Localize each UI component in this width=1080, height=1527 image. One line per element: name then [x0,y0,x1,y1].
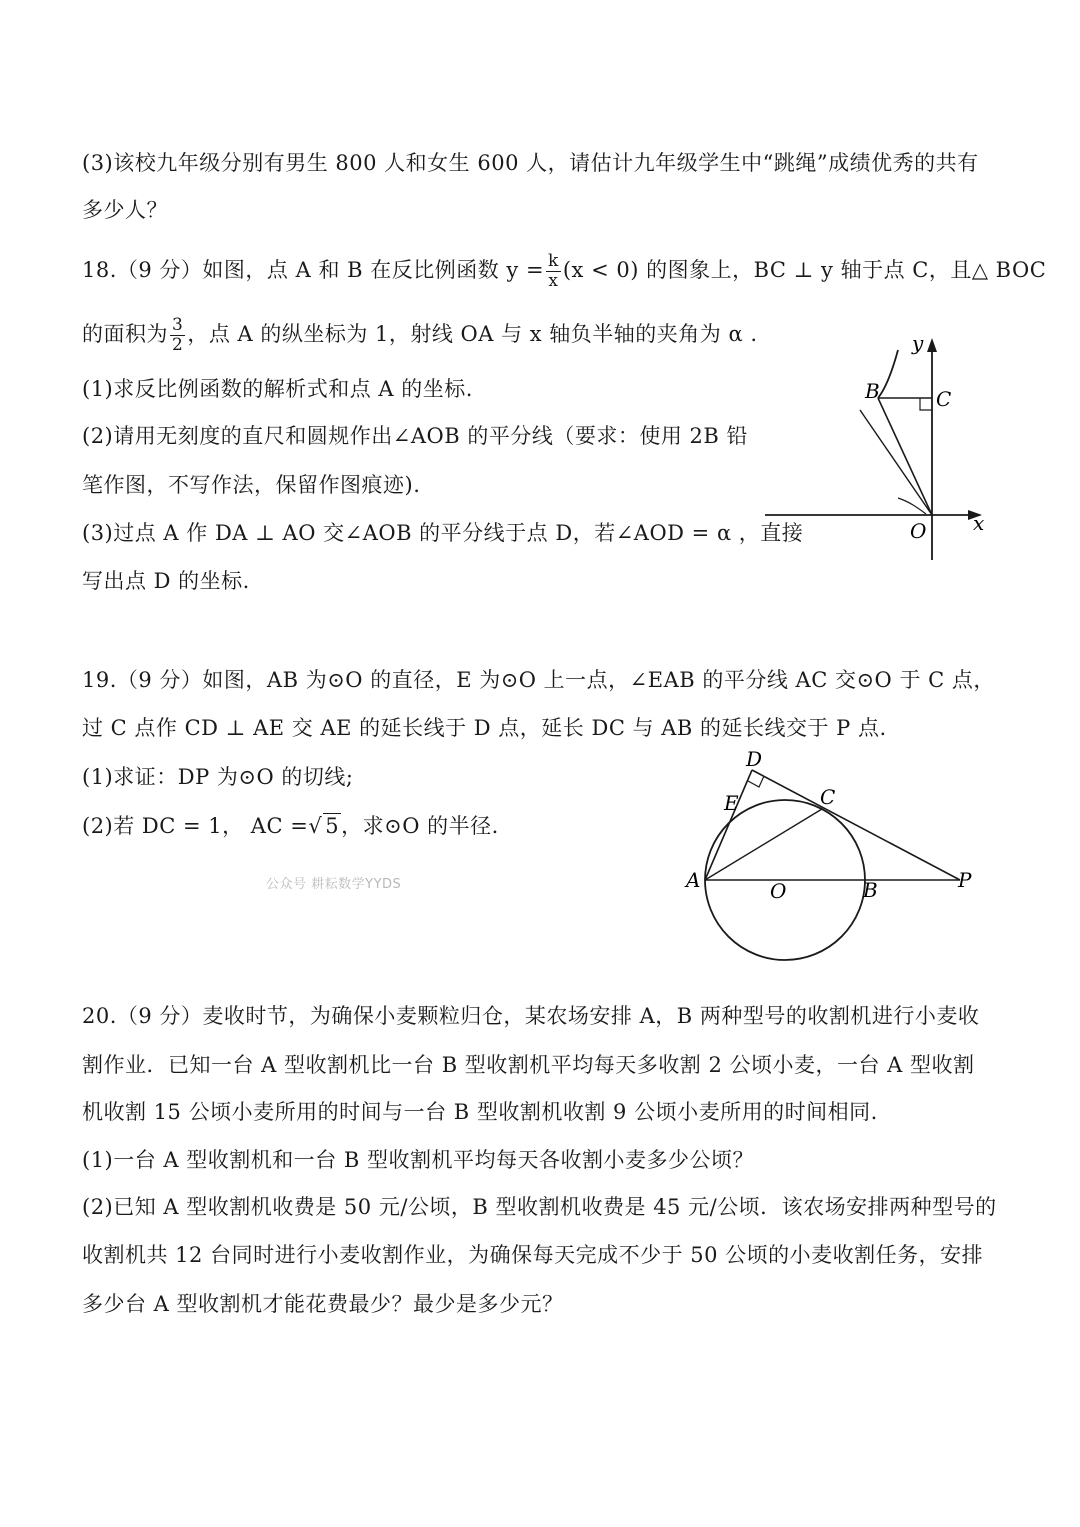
hyperbola-curve [878,350,898,398]
segment-ac [705,809,822,880]
segment-ob [878,398,932,515]
q19-stem-line1: 19.（9 分）如图，AB 为⊙O 的直径，E 为⊙O 上一点，∠EAB 的平分线 AC 交⊙O 于 C 点， [82,668,995,692]
label-e: E [724,791,739,815]
q20-stem-line2: 割作业．已知一台 A 型收割机比一台 B 型收割机平均每天多收割 2 公顷小麦，一台 A 型收割 [82,1053,975,1077]
label-y: y [912,331,924,355]
q18-part3-line1: (3)过点 A 作 DA ⊥ AO 交∠AOB 的平分线于点 D，若∠AOD = α ，直接 [82,521,804,545]
label-a: A [686,868,701,892]
label-b: B [865,379,880,403]
right-angle-mark [920,398,932,410]
label-o: O [910,519,927,543]
segment-ad [705,770,752,880]
q18-stem-line2 [82,316,758,355]
q18-part2-line2: 笔作图，不写作法，保留作图痕迹). [82,473,421,497]
segment-oa [860,410,932,515]
q17-part3-line1: (3)该校九年级分别有男生 800 人和女生 600 人，请估计九年级学生中“跳绳”成绩优秀的共有 [82,151,979,175]
q18-stem-line1 [82,252,1046,291]
q18-stem-text-d: ，点 A 的纵坐标为 1，射线 OA 与 x 轴负半轴的夹角为 α . [187,322,758,346]
q18-part1: (1)求反比例函数的解析式和点 A 的坐标. [82,377,473,401]
label-x: x [973,511,985,535]
q18-stem-text-b: (x < 0) 的图象上，BC ⊥ y 轴于点 C，且△ BOC [562,258,1047,282]
q18-stem-text-a: 18.（9 分）如图，点 A 和 B 在反比例函数 y = [82,258,545,282]
q19-part2-text-b: ，求⊙O 的半径. [341,814,499,838]
sqrt-symbol: √ [308,814,323,838]
q18-fraction-area [170,316,185,355]
watermark: 公众号 耕耘数学YYDS [266,877,402,892]
q20-part2-line1: (2)已知 A 型收割机收费是 50 元/公顷，B 型收割机收费是 45 元/公顷．该农场安排两种型号的 [82,1195,997,1219]
q19-part2-text-a: (2)若 DC = 1， AC = [82,814,309,838]
q20-part1: (1)一台 A 型收割机和一台 B 型收割机平均每天各收割小麦多少公顷？ [82,1148,755,1172]
label-b: B [863,878,878,902]
q18-stem-text-c: 的面积为 [82,322,168,346]
label-o: O [770,879,787,903]
label-c: C [936,387,952,411]
y-axis-arrow-icon [927,338,937,352]
q19-part2 [82,811,499,841]
fraction-numerator: k [548,251,559,271]
q19-part1: (1)求证：DP 为⊙O 的切线; [82,765,354,789]
q20-stem-line1: 20.（9 分）麦收时节，为确保小麦颗粒归仓，某农场安排 A，B 两种型号的收割机进行小麦收 [82,1004,980,1028]
fraction-numerator: 3 [172,315,184,335]
q18-figure-coordinate-plane [760,330,1000,565]
q18-fraction-k-over-x [546,252,561,291]
q20-part2-line3: 多少台 A 型收割机才能花费最少？最少是多少元？ [82,1292,564,1316]
q20-part2-line2: 收割机共 12 台同时进行小麦收割作业，为确保每天完成不少于 50 公顷的小麦收割任务，安排 [82,1243,984,1267]
label-d: D [746,750,763,771]
label-p: P [958,868,972,892]
q18-part3-line2: 写出点 D 的坐标. [82,569,250,593]
right-angle-mark [748,776,764,787]
label-c: C [820,785,836,809]
q19-stem-line2: 过 C 点作 CD ⊥ AE 交 AE 的延长线于 D 点，延长 DC 与 AB 的延长线交于 P 点. [82,716,887,740]
q20-stem-line3: 机收割 15 公顷小麦所用的时间与一台 B 型收割机收割 9 公顷小麦所用的时间相同. [82,1100,878,1124]
segment-dp [752,770,960,880]
fraction-denominator: 2 [172,335,184,355]
q17-part3-line2: 多少人？ [82,198,168,222]
q19-figure-circle [680,750,980,965]
fraction-denominator: x [548,271,559,291]
q18-part2-line1: (2)请用无刻度的直尺和圆规作出∠AOB 的平分线（要求：使用 2B 铅 [82,424,748,448]
sqrt-radicand: 5 [325,814,340,838]
